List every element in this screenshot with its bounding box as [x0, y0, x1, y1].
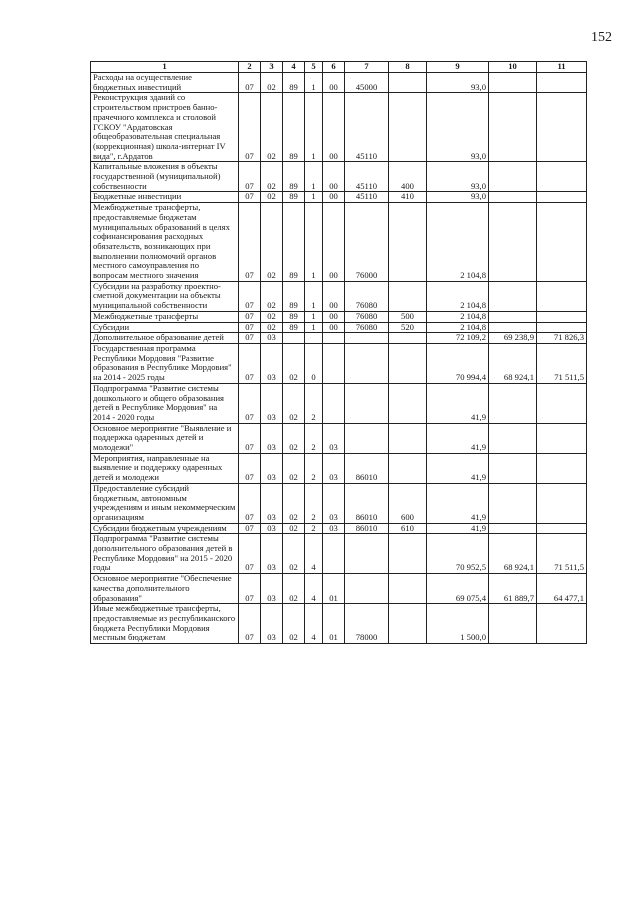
row-cell-col6: 00: [323, 311, 345, 322]
row-cell-col7: 76080: [345, 311, 389, 322]
row-cell-col5: 1: [305, 93, 323, 162]
row-name-cell: Иные межбюджетные трансферты, предоставляемые из республиканского бюджета Республики Мордовия местным бюджетам: [91, 604, 239, 644]
row-cell-col10: [489, 311, 537, 322]
row-cell-col2: 07: [239, 534, 261, 574]
row-cell-col10: [489, 162, 537, 192]
row-cell-col4: 02: [283, 453, 305, 483]
row-cell-col9: 41,9: [427, 423, 489, 453]
row-cell-col9: 93,0: [427, 192, 489, 203]
row-cell-col6: 00: [323, 73, 345, 93]
row-cell-col5: 2: [305, 423, 323, 453]
row-cell-col11: 71 826,3: [537, 333, 587, 344]
row-name-cell: Реконструкция зданий со строительством пристроев банно-прачечного комплекса и столовой ГСКОУ "Ардатовская общеобразовательная специальная (коррекционная) школа-интернат IV вида", г.Ардатов: [91, 93, 239, 162]
row-cell-col5: 1: [305, 322, 323, 333]
row-cell-col9: 70 994,4: [427, 343, 489, 383]
row-cell-col7: 45110: [345, 93, 389, 162]
row-cell-col5: 0: [305, 343, 323, 383]
row-cell-col9: 41,9: [427, 523, 489, 534]
row-cell-col9: 93,0: [427, 93, 489, 162]
row-cell-col10: 69 238,9: [489, 333, 537, 344]
row-cell-col9: 69 075,4: [427, 574, 489, 604]
row-cell-col8: [389, 423, 427, 453]
row-cell-col8: [389, 383, 427, 423]
row-cell-col5: 4: [305, 604, 323, 644]
row-cell-col4: 89: [283, 192, 305, 203]
row-name-cell: Подпрограмма "Развитие системы дополнительного образования детей в Республике Мордовия" на 2015 - 2020 годы: [91, 534, 239, 574]
row-cell-col8: [389, 574, 427, 604]
row-name-cell: Государственная программа Республики Мордовия "Развитие образования в Республике Мордовия" на 2014 - 2025 годы: [91, 343, 239, 383]
row-cell-col4: 02: [283, 483, 305, 523]
row-cell-col11: [537, 281, 587, 311]
row-cell-col11: [537, 604, 587, 644]
row-cell-col2: 07: [239, 311, 261, 322]
row-cell-col6: [323, 333, 345, 344]
row-cell-col4: 02: [283, 574, 305, 604]
column-header-10: 10: [489, 62, 537, 73]
row-cell-col6: [323, 383, 345, 423]
table-row: [91, 73, 587, 93]
row-cell-col6: 00: [323, 192, 345, 203]
row-cell-col5: 1: [305, 73, 323, 93]
row-cell-col2: 07: [239, 73, 261, 93]
row-cell-col7: [345, 574, 389, 604]
row-cell-col10: [489, 453, 537, 483]
row-cell-col3: 03: [261, 574, 283, 604]
row-cell-col6: 03: [323, 423, 345, 453]
header-row: [91, 62, 587, 73]
row-cell-col8: [389, 343, 427, 383]
row-cell-col11: [537, 192, 587, 203]
row-cell-col10: [489, 483, 537, 523]
row-cell-col5: 1: [305, 281, 323, 311]
table-row: [91, 333, 587, 344]
row-cell-col11: [537, 162, 587, 192]
row-cell-col2: 07: [239, 574, 261, 604]
row-cell-col7: 45110: [345, 162, 389, 192]
row-cell-col10: [489, 192, 537, 203]
row-cell-col6: [323, 343, 345, 383]
row-cell-col11: [537, 523, 587, 534]
column-header-9: 9: [427, 62, 489, 73]
page-number: 152: [591, 30, 612, 45]
row-cell-col4: 02: [283, 343, 305, 383]
row-cell-col4: 02: [283, 534, 305, 574]
row-cell-col4: 02: [283, 383, 305, 423]
table-row: [91, 93, 587, 162]
row-cell-col3: 02: [261, 73, 283, 93]
row-cell-col3: 03: [261, 483, 283, 523]
row-cell-col4: 02: [283, 604, 305, 644]
row-name-cell: Подпрограмма "Развитие системы дошкольного и общего образования детей в Республике Мордовия" на 2014 - 2020 годы: [91, 383, 239, 423]
row-cell-col8: [389, 333, 427, 344]
row-cell-col7: [345, 333, 389, 344]
row-cell-col2: 07: [239, 383, 261, 423]
row-cell-col8: 610: [389, 523, 427, 534]
row-cell-col4: 02: [283, 423, 305, 453]
row-cell-col2: 07: [239, 604, 261, 644]
row-cell-col11: [537, 93, 587, 162]
row-cell-col10: [489, 322, 537, 333]
row-cell-col2: 07: [239, 523, 261, 534]
row-name-cell: Основное мероприятие "Обеспечение качества дополнительного образования": [91, 574, 239, 604]
row-cell-col9: 2 104,8: [427, 322, 489, 333]
row-cell-col11: [537, 383, 587, 423]
row-cell-col2: 07: [239, 93, 261, 162]
row-cell-col9: 2 104,8: [427, 281, 489, 311]
table-row: [91, 534, 587, 574]
row-cell-col8: [389, 453, 427, 483]
row-cell-col5: 2: [305, 383, 323, 423]
table-row: [91, 311, 587, 322]
row-cell-col11: [537, 311, 587, 322]
row-cell-col6: 01: [323, 604, 345, 644]
budget-table: [90, 61, 587, 644]
row-cell-col2: 07: [239, 333, 261, 344]
column-header-8: 8: [389, 62, 427, 73]
row-cell-col6: 00: [323, 203, 345, 282]
row-cell-col6: 00: [323, 162, 345, 192]
row-name-cell: Субсидии на разработку проектно-сметной документации на объекты муниципальной собственности: [91, 281, 239, 311]
row-cell-col7: 76000: [345, 203, 389, 282]
row-cell-col5: 4: [305, 534, 323, 574]
row-cell-col6: 00: [323, 322, 345, 333]
row-cell-col3: 03: [261, 534, 283, 574]
table-row: [91, 162, 587, 192]
row-cell-col2: 07: [239, 343, 261, 383]
row-name-cell: Межбюджетные трансферты: [91, 311, 239, 322]
row-cell-col4: 02: [283, 523, 305, 534]
row-cell-col10: 68 924,1: [489, 343, 537, 383]
row-cell-col5: 2: [305, 453, 323, 483]
row-cell-col3: 02: [261, 192, 283, 203]
row-cell-col8: [389, 281, 427, 311]
row-cell-col3: 03: [261, 423, 283, 453]
row-cell-col3: 03: [261, 453, 283, 483]
row-cell-col5: 1: [305, 162, 323, 192]
row-cell-col5: 1: [305, 311, 323, 322]
row-cell-col7: 45000: [345, 73, 389, 93]
row-cell-col5: 2: [305, 523, 323, 534]
row-cell-col11: [537, 423, 587, 453]
row-cell-col5: 1: [305, 203, 323, 282]
column-header-11: 11: [537, 62, 587, 73]
table-row: [91, 192, 587, 203]
row-cell-col10: [489, 604, 537, 644]
row-cell-col3: 03: [261, 604, 283, 644]
row-cell-col9: 41,9: [427, 383, 489, 423]
table-row: [91, 523, 587, 534]
row-cell-col2: 07: [239, 281, 261, 311]
row-cell-col7: [345, 343, 389, 383]
row-cell-col3: 02: [261, 281, 283, 311]
column-header-4: 4: [283, 62, 305, 73]
row-name-cell: Основное мероприятие "Выявление и поддержка одаренных детей и молодежи": [91, 423, 239, 453]
row-cell-col5: [305, 333, 323, 344]
row-cell-col8: 500: [389, 311, 427, 322]
row-cell-col3: 02: [261, 322, 283, 333]
row-cell-col3: 02: [261, 162, 283, 192]
column-header-7: 7: [345, 62, 389, 73]
row-cell-col7: 76080: [345, 281, 389, 311]
row-cell-col3: 03: [261, 343, 283, 383]
row-cell-col8: 400: [389, 162, 427, 192]
row-cell-col6: 03: [323, 483, 345, 523]
row-cell-col10: [489, 423, 537, 453]
row-cell-col4: 89: [283, 322, 305, 333]
row-cell-col2: 07: [239, 453, 261, 483]
row-cell-col11: 64 477,1: [537, 574, 587, 604]
row-cell-col7: 76080: [345, 322, 389, 333]
row-cell-col7: 86010: [345, 453, 389, 483]
row-cell-col7: [345, 423, 389, 453]
row-cell-col10: [489, 281, 537, 311]
row-cell-col5: 4: [305, 574, 323, 604]
row-cell-col10: [489, 383, 537, 423]
row-cell-col7: 45110: [345, 192, 389, 203]
row-name-cell: Расходы на осуществление бюджетных инвестиций: [91, 73, 239, 93]
row-cell-col3: 03: [261, 333, 283, 344]
row-cell-col10: [489, 73, 537, 93]
row-cell-col9: 93,0: [427, 73, 489, 93]
row-cell-col8: 410: [389, 192, 427, 203]
column-header-1: 1: [91, 62, 239, 73]
row-cell-col7: [345, 383, 389, 423]
column-header-5: 5: [305, 62, 323, 73]
row-cell-col9: 70 952,5: [427, 534, 489, 574]
row-cell-col4: 89: [283, 281, 305, 311]
row-cell-col7: 86010: [345, 483, 389, 523]
row-cell-col8: [389, 93, 427, 162]
table-row: [91, 483, 587, 523]
row-cell-col10: [489, 203, 537, 282]
row-cell-col6: [323, 534, 345, 574]
row-cell-col6: 01: [323, 574, 345, 604]
row-cell-col11: [537, 483, 587, 523]
row-cell-col10: 68 924,1: [489, 534, 537, 574]
row-cell-col11: [537, 73, 587, 93]
row-name-cell: Капитальные вложения в объекты государственной (муниципальной) собственности: [91, 162, 239, 192]
table-row: [91, 203, 587, 282]
row-cell-col4: 89: [283, 311, 305, 322]
row-cell-col11: [537, 203, 587, 282]
row-cell-col4: 89: [283, 162, 305, 192]
row-cell-col4: 89: [283, 203, 305, 282]
row-cell-col2: 07: [239, 203, 261, 282]
row-cell-col11: 71 511,5: [537, 343, 587, 383]
row-cell-col3: 02: [261, 93, 283, 162]
row-cell-col2: 07: [239, 423, 261, 453]
row-cell-col3: 03: [261, 383, 283, 423]
row-cell-col9: 41,9: [427, 453, 489, 483]
row-cell-col11: 71 511,5: [537, 534, 587, 574]
row-name-cell: Межбюджетные трансферты, предоставляемые бюджетам муниципальных образований в целях софинансирования расходных обязательств, возникающих при выполнении полномочий органов местного самоуправления по вопросам местного значения: [91, 203, 239, 282]
column-header-3: 3: [261, 62, 283, 73]
table-row: [91, 604, 587, 644]
row-cell-col9: 72 109,2: [427, 333, 489, 344]
table-row: [91, 574, 587, 604]
row-cell-col10: [489, 93, 537, 162]
row-cell-col5: 1: [305, 192, 323, 203]
row-cell-col9: 1 500,0: [427, 604, 489, 644]
row-cell-col7: [345, 534, 389, 574]
row-cell-col9: 93,0: [427, 162, 489, 192]
row-cell-col9: 41,9: [427, 483, 489, 523]
table-row: [91, 343, 587, 383]
row-cell-col8: 600: [389, 483, 427, 523]
row-cell-col5: 2: [305, 483, 323, 523]
row-cell-col4: 89: [283, 73, 305, 93]
row-cell-col7: 86010: [345, 523, 389, 534]
table-row: [91, 322, 587, 333]
table-row: [91, 281, 587, 311]
row-cell-col3: 02: [261, 311, 283, 322]
row-cell-col10: [489, 523, 537, 534]
column-header-6: 6: [323, 62, 345, 73]
row-cell-col8: [389, 534, 427, 574]
row-cell-col3: 03: [261, 523, 283, 534]
row-cell-col9: 2 104,8: [427, 311, 489, 322]
row-cell-col2: 07: [239, 483, 261, 523]
row-cell-col8: [389, 604, 427, 644]
row-name-cell: Мероприятия, направленные на выявление и поддержку одаренных детей и молодежи: [91, 453, 239, 483]
table-body: [91, 73, 587, 644]
table-row: [91, 453, 587, 483]
row-cell-col8: [389, 73, 427, 93]
row-name-cell: Предоставление субсидий бюджетным, автономным учреждениям и иным некоммерческим организациям: [91, 483, 239, 523]
row-name-cell: Субсидии: [91, 322, 239, 333]
row-cell-col4: 89: [283, 93, 305, 162]
table-row: [91, 383, 587, 423]
row-cell-col8: 520: [389, 322, 427, 333]
row-cell-col6: 00: [323, 281, 345, 311]
row-cell-col2: 07: [239, 192, 261, 203]
column-header-2: 2: [239, 62, 261, 73]
table-row: [91, 423, 587, 453]
row-cell-col6: 00: [323, 93, 345, 162]
row-cell-col3: 02: [261, 203, 283, 282]
row-cell-col8: [389, 203, 427, 282]
row-cell-col7: 78000: [345, 604, 389, 644]
row-name-cell: Бюджетные инвестиции: [91, 192, 239, 203]
row-name-cell: Дополнительное образование детей: [91, 333, 239, 344]
row-cell-col6: 03: [323, 453, 345, 483]
row-cell-col2: 07: [239, 322, 261, 333]
row-cell-col6: 03: [323, 523, 345, 534]
row-cell-col9: 2 104,8: [427, 203, 489, 282]
row-cell-col11: [537, 453, 587, 483]
row-cell-col4: [283, 333, 305, 344]
row-name-cell: Субсидии бюджетным учреждениям: [91, 523, 239, 534]
row-cell-col11: [537, 322, 587, 333]
row-cell-col2: 07: [239, 162, 261, 192]
row-cell-col10: 61 889,7: [489, 574, 537, 604]
